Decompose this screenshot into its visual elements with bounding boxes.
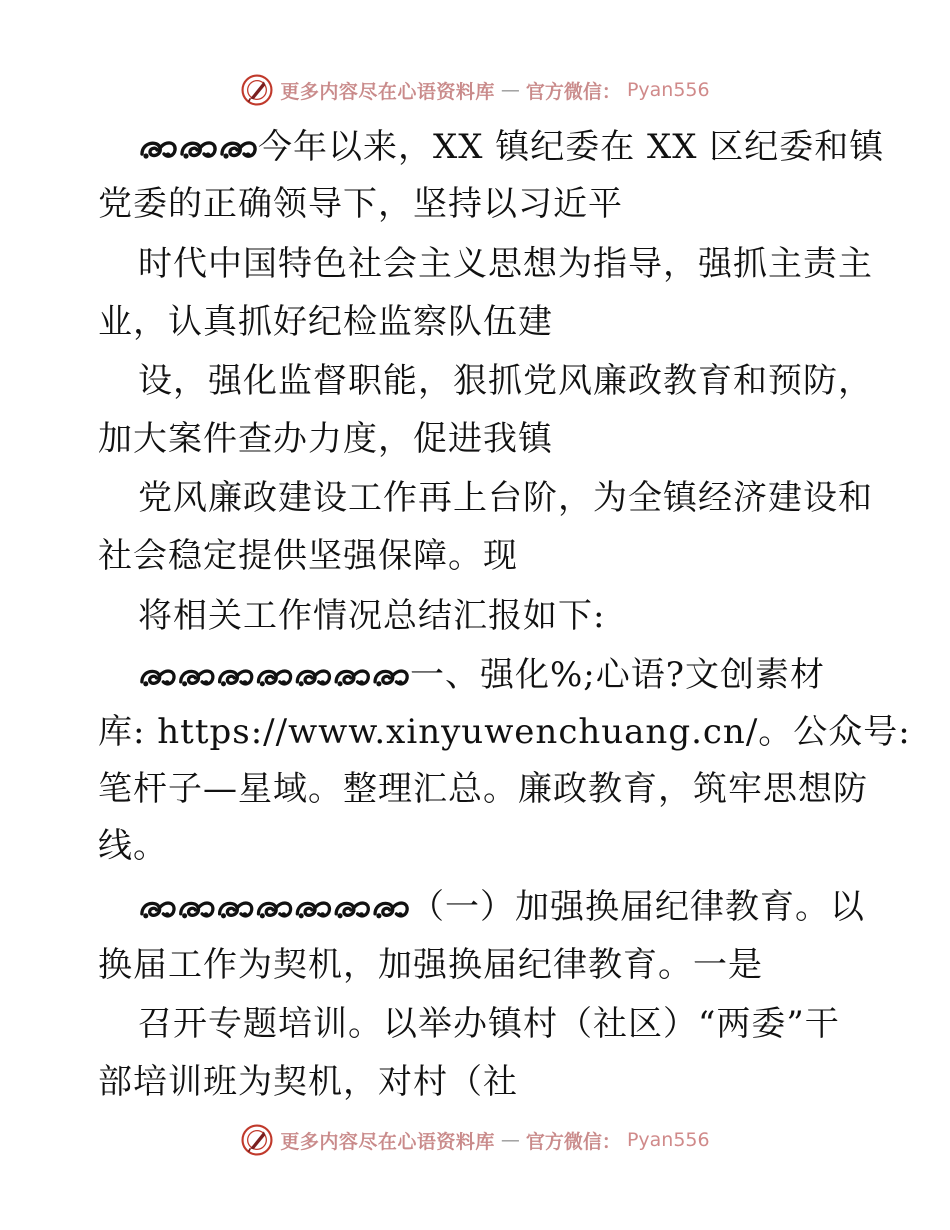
watermark-footer <box>0 1120 950 1160</box>
watermark-wechat-label: 官方微信： <box>525 1130 621 1153</box>
text-line: 一、强化%;心语?文创素材 <box>138 655 825 695</box>
text-line: 笔杆子—星域。整理汇总。廉政教育，筑牢思想防 <box>98 769 868 809</box>
text-line: 业，认真抓好纪检监察队伍建 <box>98 302 553 342</box>
watermark-site-text: 更多内容尽在心语资料库 <box>280 1130 495 1153</box>
text-line: 换届工作为契机，加强换届纪律教育。一是 <box>98 945 763 985</box>
quill-logo-icon <box>240 1123 274 1157</box>
ornament-icon <box>138 134 258 164</box>
watermark-header <box>0 70 950 110</box>
watermark-wechat-id: Pyan556 <box>626 1129 710 1151</box>
text-line: 时代中国特色社会主义思想为指导，强抓主责主 <box>138 244 873 284</box>
text-line: 党委的正确领导下，坚持以习近平 <box>98 184 623 224</box>
text-line: 加大案件查办力度，促进我镇 <box>98 419 553 459</box>
text-line: 设，强化监督职能，狠抓党风廉政教育和预防， <box>138 361 873 401</box>
text-line: 部培训班为契机，对村（社 <box>98 1062 518 1102</box>
watermark-wechat-label: 官方微信： <box>525 80 621 103</box>
ornament-icon <box>138 894 410 924</box>
text-line: 召开专题培训。以举办镇村（社区）“两委”干 <box>138 1004 840 1044</box>
watermark-site-text: 更多内容尽在心语资料库 <box>280 80 495 103</box>
text-line: 党风廉政建设工作再上台阶，为全镇经济建设和 <box>138 478 873 518</box>
text-line: 线。 <box>98 826 168 866</box>
text-line: 今年以来，XX 镇纪委在 XX 区纪委和镇 <box>138 127 884 167</box>
watermark-separator: — <box>500 79 520 101</box>
quill-logo-icon <box>240 73 274 107</box>
text-line: （一）加强换届纪律教育。以 <box>138 887 865 927</box>
text-line: 将相关工作情况总结汇报如下: <box>138 596 606 636</box>
text-line: 社会稳定提供坚强保障。现 <box>98 536 518 576</box>
ornament-icon <box>138 662 410 692</box>
text-line: 库: https://www.xinyuwenchuang.cn/。公众号: <box>98 712 911 752</box>
watermark-wechat-id: Pyan556 <box>626 79 710 101</box>
watermark-separator: — <box>500 1129 520 1151</box>
